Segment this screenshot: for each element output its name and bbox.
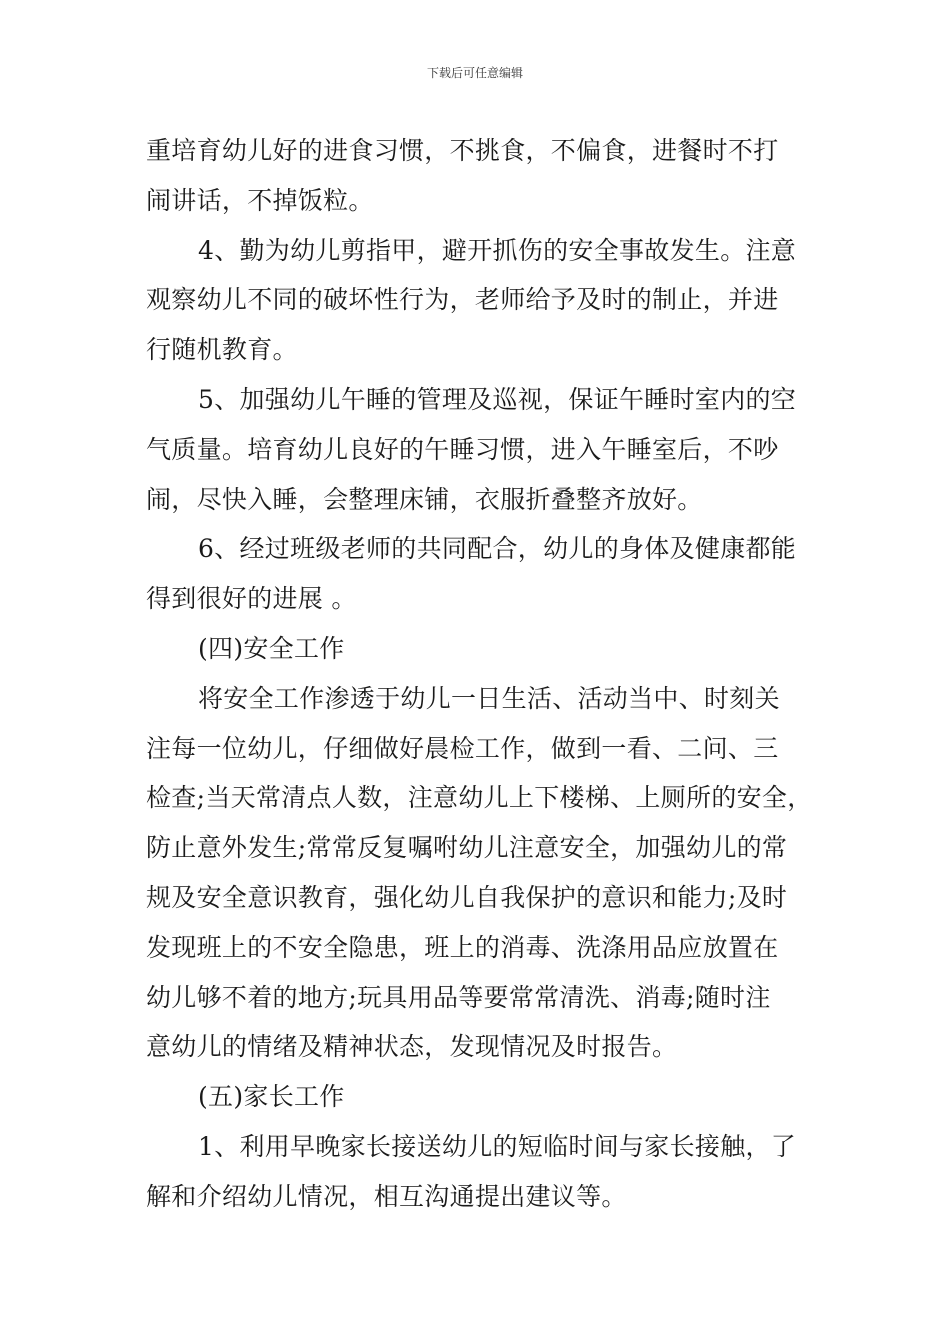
- text-line: 6、经过班级老师的共同配合，幼儿的身体及健康都能: [198, 534, 797, 564]
- text-line: 注每一位幼儿，仔细做好晨检工作，做到一看、二问、三: [146, 733, 779, 763]
- text-line: 气质量。培育幼儿良好的午睡习惯，进入午睡室后，不吵: [146, 434, 779, 464]
- text-line: 防止意外发生;常常反复嘱咐幼儿注意安全，加强幼儿的常: [146, 833, 788, 863]
- text-line: 4、勤为幼儿剪指甲，避开抓伤的安全事故发生。注意: [198, 235, 797, 265]
- text-line: 1、利用早晚家长接送幼儿的短临时间与家长接触，了: [198, 1131, 797, 1161]
- paragraph: [146, 375, 812, 524]
- text-line: (四)安全工作: [198, 633, 345, 663]
- text-line: 发现班上的不安全隐患，班上的消毒、洗涤用品应放置在: [146, 932, 779, 962]
- paragraph: [146, 1122, 812, 1222]
- text-line: 重培育幼儿好的进食习惯，不挑食，不偏食，进餐时不打: [146, 136, 779, 165]
- text-line: 行随机教育。: [146, 335, 298, 365]
- paragraph: [146, 674, 812, 1072]
- paragraph: [146, 524, 812, 624]
- text-line: 解和介绍幼儿情况，相互沟通提出建议等。: [146, 1181, 627, 1211]
- text-line: 幼儿够不着的地方;玩具用品等要常常清洗、消毒;随时注: [146, 982, 771, 1012]
- page-header: 下载后可任意编辑: [426, 66, 523, 80]
- text-line: 闹讲话，不掉饭粒。: [146, 185, 374, 215]
- text-line: 检查;当天常清点人数，注意幼儿上下楼梯、上厕所的安全，: [146, 783, 813, 813]
- text-line: 得到很好的进展 。: [146, 584, 357, 614]
- text-line: 意幼儿的情绪及精神状态，发现情况及时报告。: [146, 1032, 678, 1062]
- paragraph: [146, 624, 812, 674]
- text-line: 观察幼儿不同的破坏性行为，老师给予及时的制止，并进: [146, 285, 779, 315]
- paragraph: [146, 1072, 812, 1122]
- text-line: 闹，尽快入睡，会整理床铺，衣服折叠整齐放好。: [146, 484, 703, 514]
- paragraph: [146, 126, 812, 226]
- text-line: 将安全工作渗透于幼儿一日生活、活动当中、时刻关: [198, 683, 780, 713]
- text-line: 规及安全意识教育，强化幼儿自我保护的意识和能力;及时: [146, 882, 788, 912]
- paragraph: [146, 226, 812, 375]
- document-body: [146, 126, 812, 1222]
- text-line: (五)家长工作: [198, 1082, 345, 1112]
- text-line: 5、加强幼儿午睡的管理及巡视，保证午睡时室内的空: [198, 384, 797, 414]
